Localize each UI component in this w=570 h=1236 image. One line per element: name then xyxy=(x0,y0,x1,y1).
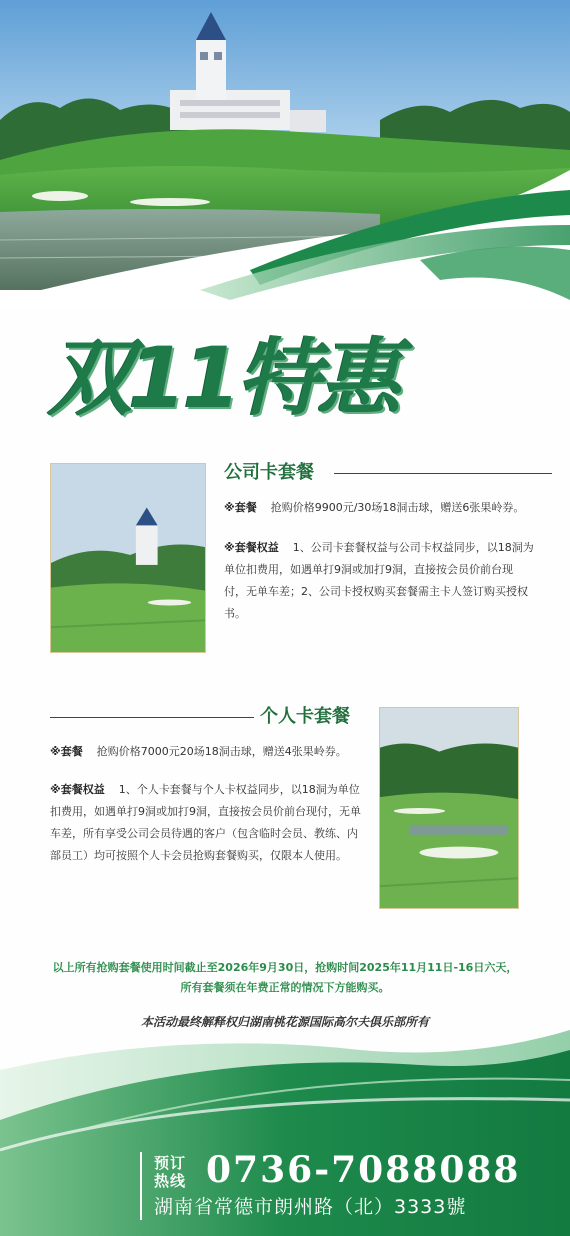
personal-benefit-text: 1、个人卡套餐与个人卡权益同步，以18洞为单位扣费用，如遇单打9洞或加打9洞，直接按会员价前台现付，无单车差，所有享受公司会员待遇的客户（包含临时会员、教练、内部员工）均可按照个人卡会员抢购套餐购买，仅限本人使用。 xyxy=(50,783,361,862)
promo-title-text: 双11特惠 xyxy=(48,329,397,427)
company-card-title: 公司卡套餐 xyxy=(224,462,314,483)
usage-notice-line-1: 以上所有抢购套餐使用时间截止至2026年9月30日，抢购时间2025年11月11日-16日六天， xyxy=(52,961,518,974)
contact-divider xyxy=(140,1152,142,1220)
company-card-heading xyxy=(224,461,554,485)
hotline-label xyxy=(154,1154,194,1190)
company-card-photo xyxy=(50,463,206,653)
company-heading-rule xyxy=(334,473,552,474)
personal-benefit xyxy=(50,779,366,867)
promo-title xyxy=(48,318,408,438)
club-address: 湖南省常德市朗州路（北）3333號 xyxy=(154,1196,467,1218)
personal-benefit-label: ※套餐权益 xyxy=(50,783,105,796)
company-benefit-label: ※套餐权益 xyxy=(224,541,279,554)
personal-heading-rule xyxy=(50,717,254,718)
personal-card-heading xyxy=(50,705,362,729)
personal-package-label: ※套餐 xyxy=(50,745,83,758)
personal-card-photo xyxy=(379,707,519,909)
company-package-label: ※套餐 xyxy=(224,501,257,514)
usage-notice-line-2: 所有套餐须在年费正常的情况下方能购买。 xyxy=(180,981,390,994)
company-benefit xyxy=(224,537,534,625)
company-benefit-text: 1、公司卡套餐权益与公司卡权益同步，以18洞为单位扣费用，如遇单打9洞或加打9洞，直接按会员价前台现付，无单车差；2、公司卡授权购买套餐需主卡人签订购买授权书。 xyxy=(224,541,534,620)
usage-notice xyxy=(20,958,550,998)
hotline-label-line-2: 热线 xyxy=(154,1172,187,1190)
company-package-text: 抢购价格9900元/30场18洞击球，赠送6张果岭券。 xyxy=(270,501,525,514)
contact-block xyxy=(140,1148,560,1228)
personal-card-title: 个人卡套餐 xyxy=(260,706,350,727)
rights-statement: 本活动最终解释权归湖南桃花源国际高尔夫俱乐部所有 xyxy=(140,1015,429,1029)
hero-golf-course-image xyxy=(0,0,570,310)
personal-package xyxy=(50,741,370,763)
hotline-label-line-1: 预订 xyxy=(154,1154,187,1172)
personal-package-text: 抢购价格7000元20场18洞击球，赠送4张果岭券。 xyxy=(96,745,347,758)
company-package xyxy=(224,497,534,519)
hotline-phone-number[interactable]: 0736-7088088 xyxy=(206,1149,521,1191)
